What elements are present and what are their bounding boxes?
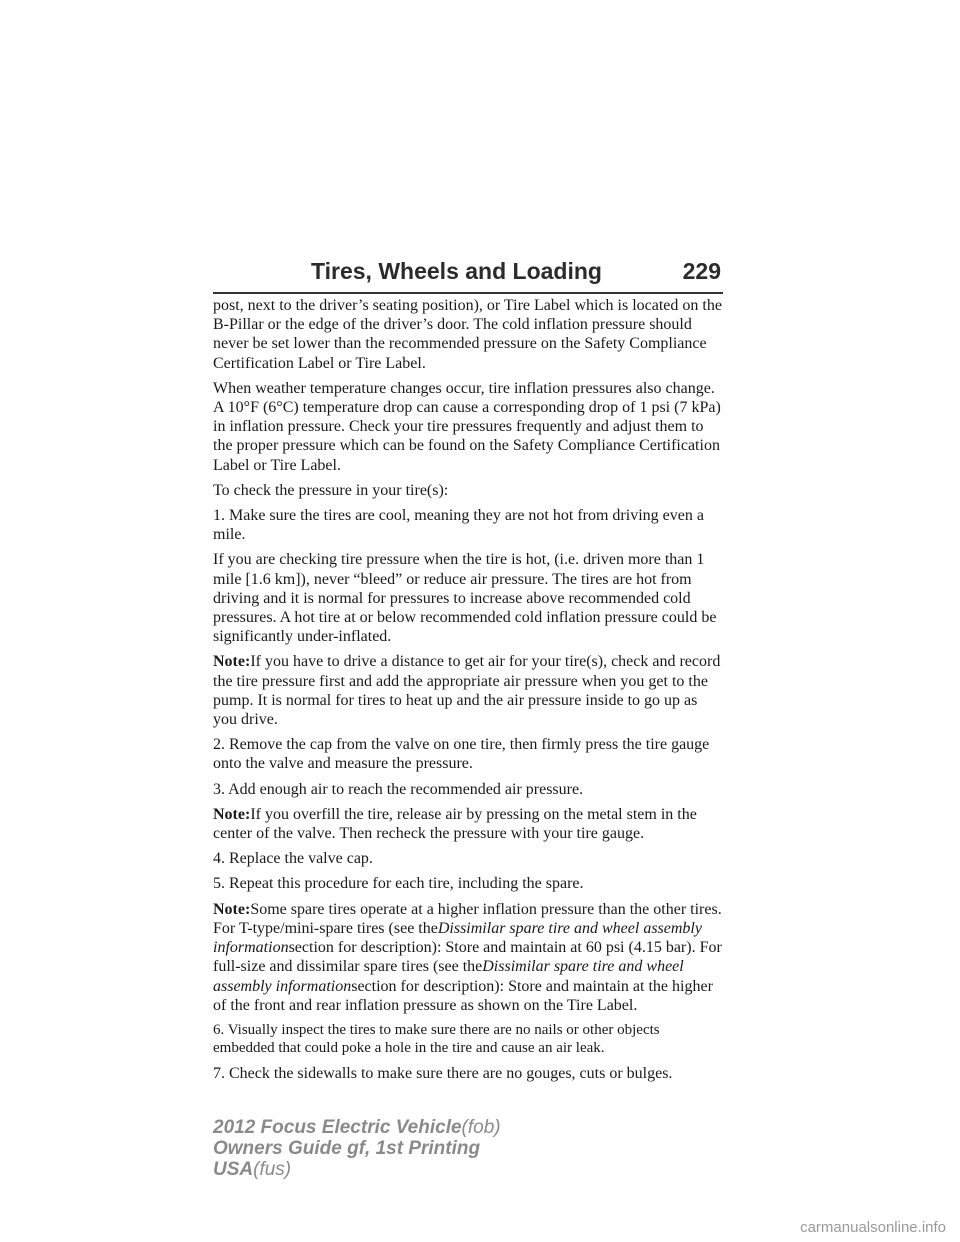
step-7: 7. Check the sidewalls to make sure there are no gouges, cuts or bulges. bbox=[213, 1064, 673, 1082]
footer-line-2: Owners Guide gf, 1st Printing bbox=[213, 1138, 481, 1159]
cross-reference: Dissimilar spare tire and wheel assembly information bbox=[213, 958, 684, 995]
note-1 bbox=[213, 652, 723, 729]
footer-code: (fus) bbox=[253, 1159, 292, 1180]
note-text: section for description): Store and maintain at the higher of the front and rear inflation pressure as shown on the Tire Label. bbox=[213, 977, 713, 1014]
note-label: Note: bbox=[213, 900, 251, 918]
footer-line-3 bbox=[213, 1159, 613, 1180]
note-3 bbox=[213, 900, 723, 1015]
page-number: 229 bbox=[682, 258, 721, 284]
page-body bbox=[213, 296, 723, 1089]
note-label: Note: bbox=[213, 805, 251, 823]
section-title: Tires, Wheels and Loading bbox=[311, 258, 602, 284]
paragraph: post, next to the driver’s seating position), or Tire Label which is located on the B-Pillar or the edge of the driver’s door. The cold inflation pressure should never be set lower than the recommended pressure on the Safety Compliance Certification Label or Tire Label. bbox=[213, 297, 722, 372]
footer-code: (fob) bbox=[461, 1117, 501, 1138]
header-divider bbox=[213, 292, 723, 294]
note-text: Some spare tires operate at a higher inflation pressure than the other tires. For T-type/mini-spare tires (see the bbox=[213, 900, 722, 937]
step-4: 4. Replace the valve cap. bbox=[213, 850, 373, 868]
step-2: 2. Remove the cap from the valve on one tire, then firmly press the tire gauge onto the valve and measure the pressure. bbox=[213, 736, 710, 773]
watermark: carmanualsonline.info bbox=[800, 1219, 946, 1236]
step-3: 3. Add enough air to reach the recommended air pressure. bbox=[213, 780, 584, 798]
footer-model: 2012 Focus Electric Vehicle bbox=[213, 1117, 462, 1138]
note-2 bbox=[213, 805, 723, 843]
page-header bbox=[311, 258, 721, 292]
note-text: section for description): Store and maintain at 60 psi (4.15 bar). For full-size and dissimilar spare tires (see the bbox=[213, 939, 722, 976]
note-text: If you overfill the tire, release air by pressing on the metal stem in the center of the valve. Then recheck the pressure with your tire gauge. bbox=[213, 805, 697, 843]
note-label: Note: bbox=[213, 653, 251, 671]
step-1: 1. Make sure the tires are cool, meaning they are not hot from driving even a mile. bbox=[213, 507, 704, 544]
paragraph: To check the pressure in your tire(s): bbox=[213, 481, 449, 499]
footer-line-1 bbox=[213, 1117, 613, 1138]
cross-reference: Dissimilar spare tire and wheel assembly information bbox=[213, 919, 702, 957]
note-text: If you have to drive a distance to get air for your tire(s), check and record the tire pressure first and add the appropriate air pressure when you get to the pump. It is normal for tires to heat up and the air pressure inside to go up as you drive. bbox=[213, 653, 721, 729]
paragraph: If you are checking tire pressure when the tire is hot, (i.e. driven more than 1 mile [1.6 km]), never “bleed” or reduce air pressure. The tires are hot from driving and it is normal for pressures to increase above recommended cold pressures. A hot tire at or below recommended cold inflation pressure could be significantly under-inflated. bbox=[213, 551, 717, 646]
footer-market: USA bbox=[213, 1159, 254, 1180]
step-6: 6. Visually inspect the tires to make sure there are no nails or other objects embedded that could poke a hole in the tire and cause an air leak. bbox=[213, 1021, 660, 1057]
step-5: 5. Repeat this procedure for each tire, including the spare. bbox=[213, 875, 584, 893]
paragraph: When weather temperature changes occur, tire inflation pressures also change. A 10°F (6°C) temperature drop can cause a corresponding drop of 1 psi (7 kPa) in inflation pressure. Check your tire pressures frequently and adjust them to the proper pressure which can be found on the Safety Compliance Certification Label or Tire Label. bbox=[213, 379, 721, 474]
document-footer bbox=[213, 1117, 613, 1180]
